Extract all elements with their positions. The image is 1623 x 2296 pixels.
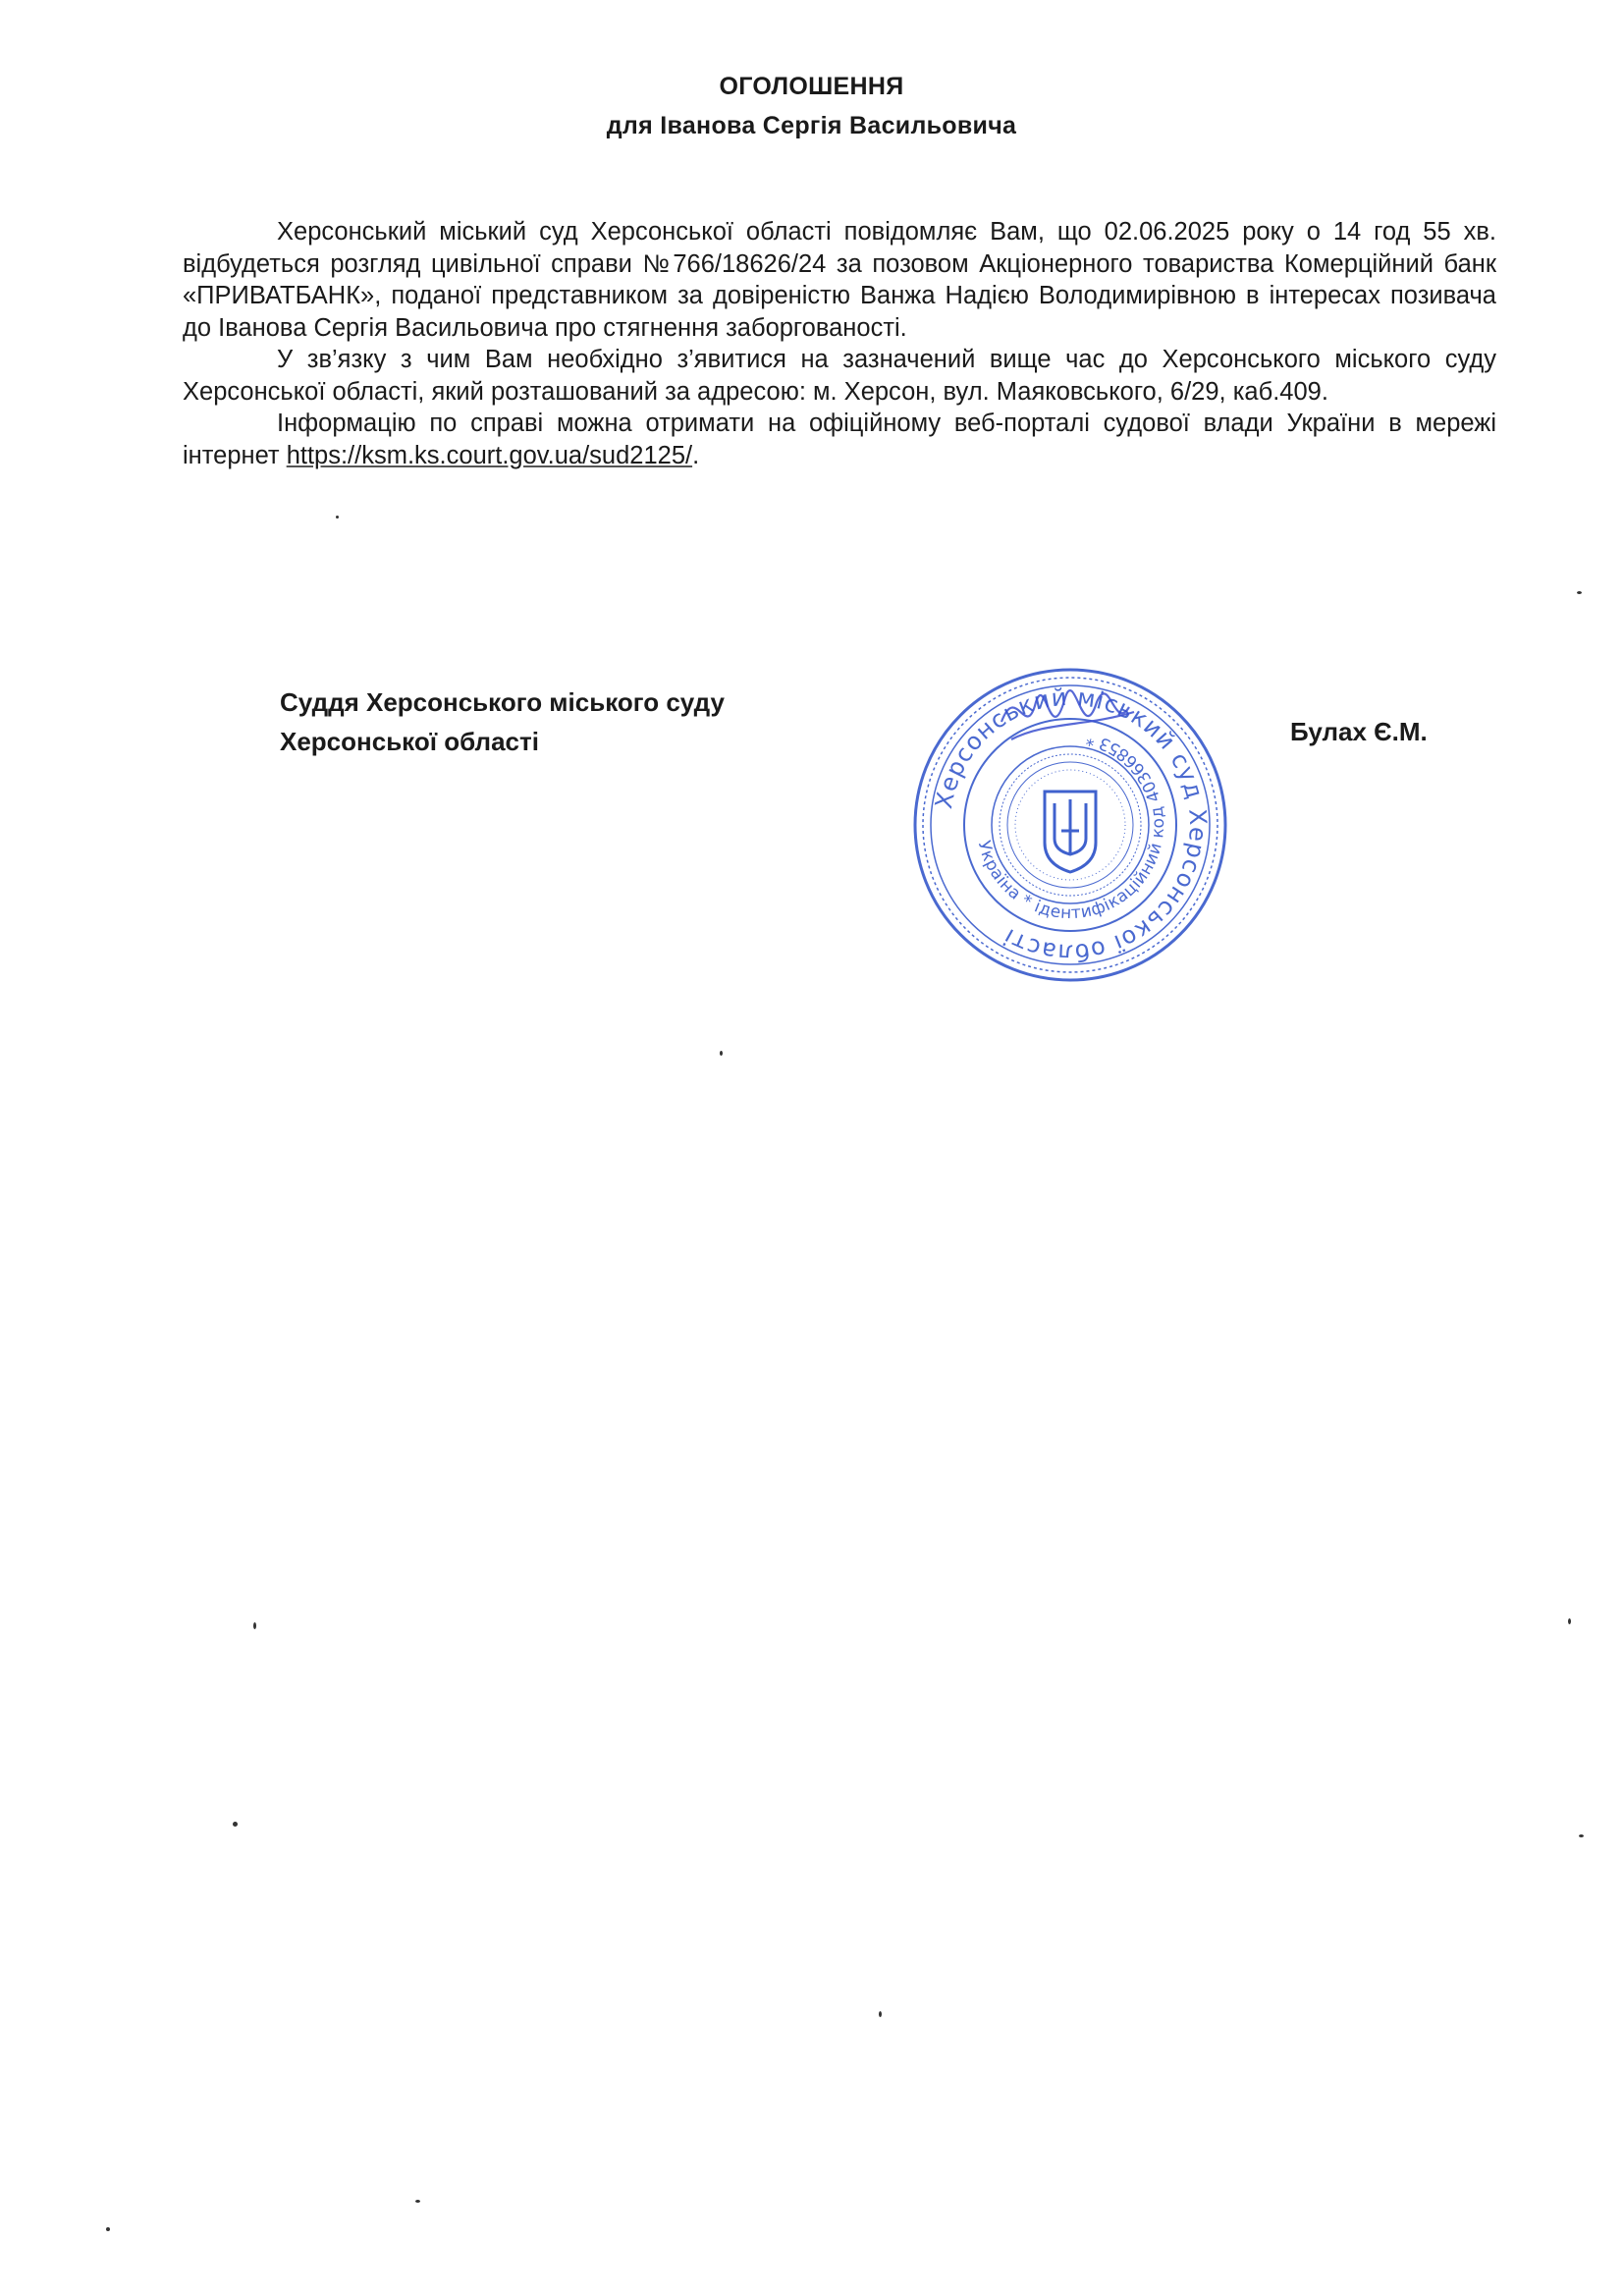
document-title: ОГОЛОШЕННЯ xyxy=(719,73,904,100)
paragraph-info xyxy=(183,408,1496,471)
scan-speck xyxy=(253,1622,256,1629)
paragraph-info-text: Інформацію по справі можна отримати на офіційному веб-порталі судової влади України в мережі інтернет xyxy=(183,410,1496,469)
scan-speck xyxy=(879,2011,882,2017)
svg-text:Україна * ідентифікаційний код: Україна * ідентифікаційний код 40366853 * xyxy=(973,728,1169,924)
judge-position-line2: Херсонської області xyxy=(280,727,539,756)
paragraph-hearing: Херсонський міський суд Херсонської області повідомляє Вам, що 02.06.2025 року о 14 год 55 хв. відбудеться розгляд цивільної справи №766/18626/24 за позовом Акціонерного товариства Комерційний банк «ПРИВАТБАНК», поданої представником за довіреністю Ванжа Надією Володимирівною в інтересах позивача до Іванова Сергія Васильовича про стягнення заборгованості. xyxy=(183,218,1496,342)
paragraph-appearance: У зв’язку з чим Вам необхідно з’явитися на зазначений вище час до Херсонського міського суду Херсонської області, який розташований за адресою: м. Херсон, вул. Маяковського, 6/29, каб.409. xyxy=(183,346,1496,406)
scan-speck xyxy=(1579,1834,1584,1837)
court-seal-stamp xyxy=(908,663,1232,987)
scan-speck xyxy=(720,1051,723,1056)
court-website-link[interactable]: https://ksm.ks.court.gov.ua/sud2125/ xyxy=(286,441,693,469)
announcement-body xyxy=(183,216,1496,471)
scan-speck xyxy=(336,516,339,519)
scan-speck xyxy=(1577,591,1582,594)
scan-speck xyxy=(106,2227,110,2231)
judge-position xyxy=(280,683,725,761)
judge-position-line1: Суддя Херсонського міського суду xyxy=(280,687,725,717)
paragraph-info-end: . xyxy=(692,441,700,469)
scan-speck xyxy=(415,2200,420,2203)
scan-speck xyxy=(1568,1618,1571,1624)
scan-speck xyxy=(233,1822,238,1827)
document-subtitle: для Іванова Сергія Васильовича xyxy=(606,112,1017,139)
judge-name: Булах Є.М. xyxy=(1290,717,1428,746)
svg-text:Херсонський міський суд Херсон: Херсонський міський суд Херсонської області xyxy=(930,683,1213,967)
